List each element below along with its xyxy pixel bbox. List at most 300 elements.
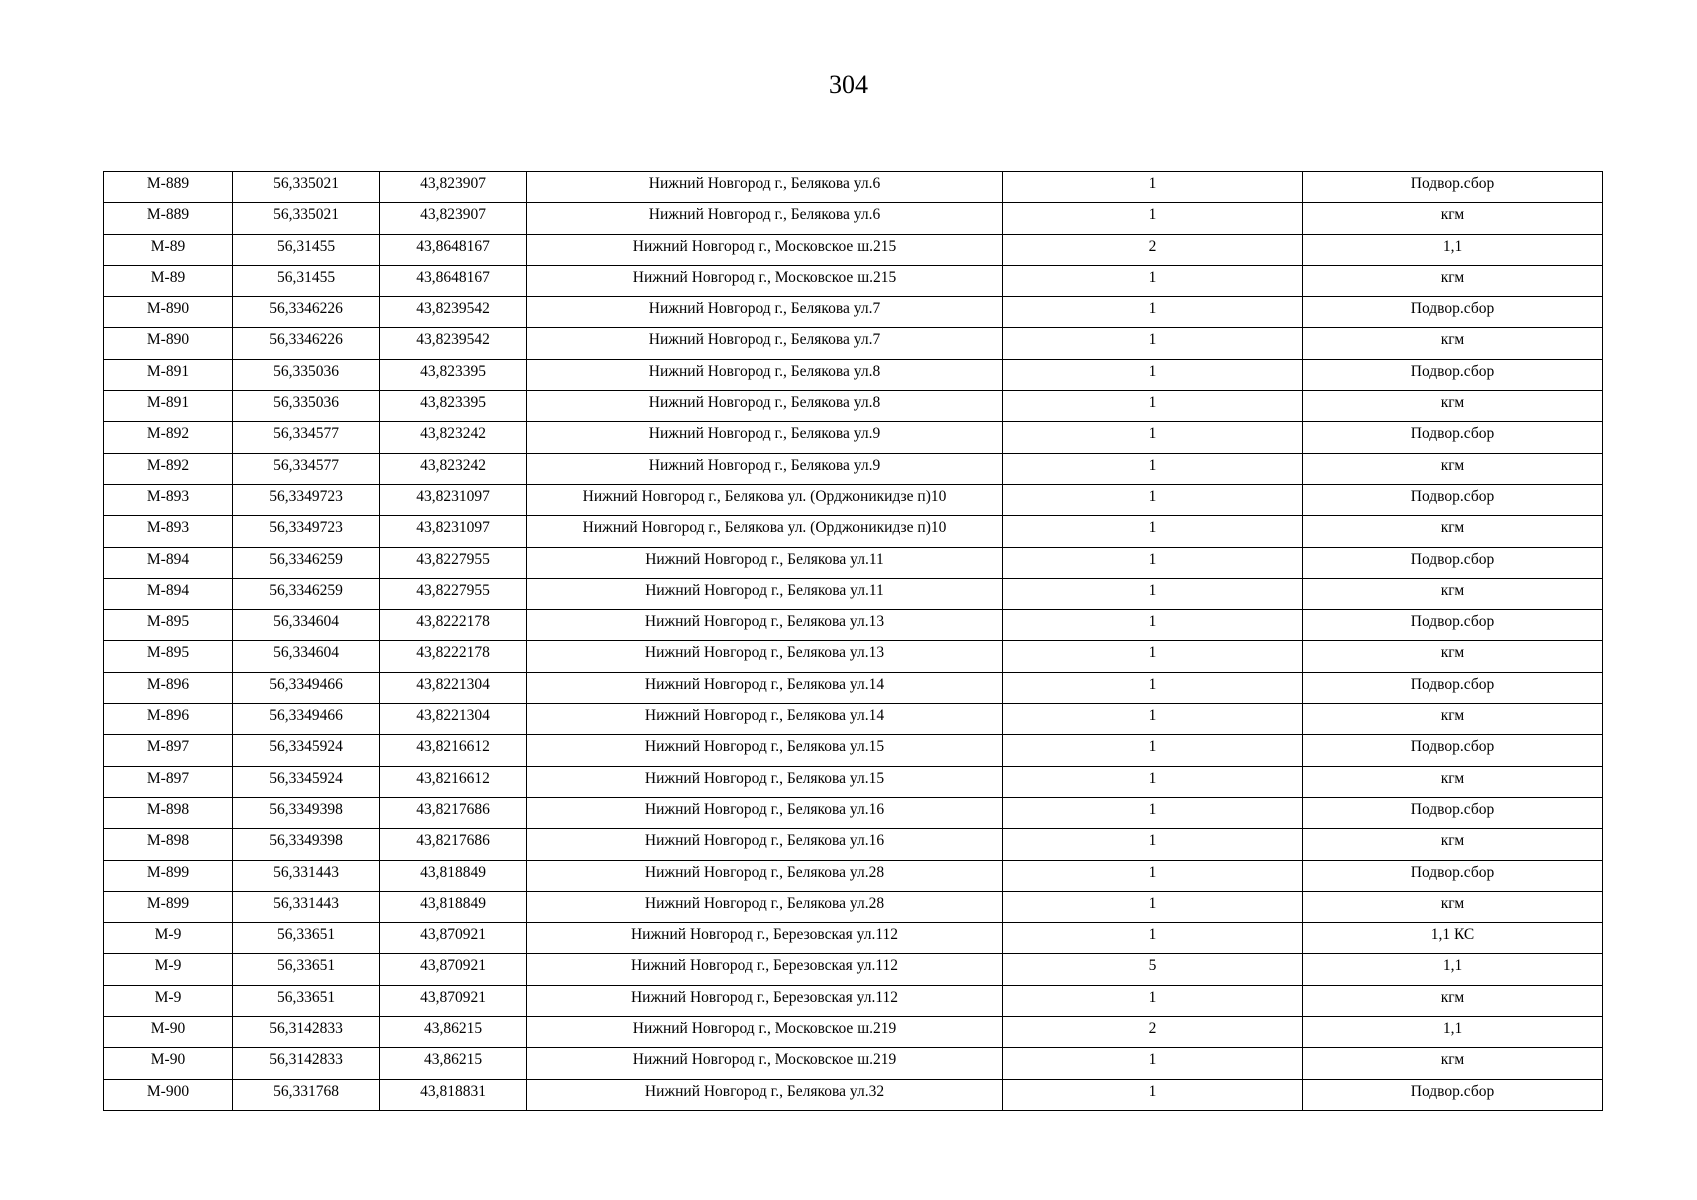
latitude-cell bbox=[233, 547, 380, 578]
container-id-value: М-894 bbox=[146, 550, 190, 568]
type-cell bbox=[1303, 328, 1603, 359]
type-value: Подвор.сбор bbox=[1410, 800, 1495, 818]
longitude-value: 43,8648167 bbox=[416, 237, 490, 255]
quantity-cell bbox=[1003, 547, 1303, 578]
container-id-value: М-898 bbox=[146, 800, 190, 818]
address-value: Нижний Новгород г., Белякова ул.6 bbox=[648, 206, 881, 224]
longitude-value: 43,8221304 bbox=[416, 707, 490, 725]
container-id-cell bbox=[104, 203, 233, 234]
quantity-value: 1 bbox=[1148, 675, 1157, 693]
quantity-cell bbox=[1003, 797, 1303, 828]
table-row bbox=[104, 297, 1603, 328]
latitude-cell bbox=[233, 265, 380, 296]
latitude-cell bbox=[233, 954, 380, 985]
type-cell bbox=[1303, 1017, 1603, 1048]
address-cell bbox=[527, 704, 1003, 735]
address-value: Нижний Новгород г., Белякова ул.16 bbox=[644, 800, 885, 818]
latitude-value: 56,334604 bbox=[273, 613, 339, 631]
latitude-value: 56,3142833 bbox=[269, 1020, 343, 1038]
container-id-value: М-893 bbox=[146, 487, 190, 505]
longitude-value: 43,823907 bbox=[420, 175, 486, 192]
type-cell bbox=[1303, 641, 1603, 672]
address-value: Нижний Новгород г., Березовская ул.112 bbox=[630, 926, 898, 944]
container-id-cell bbox=[104, 735, 233, 766]
longitude-cell bbox=[380, 829, 527, 860]
longitude-cell bbox=[380, 766, 527, 797]
type-value: кгм bbox=[1440, 206, 1465, 224]
quantity-value: 1 bbox=[1148, 425, 1157, 443]
longitude-value: 43,823907 bbox=[420, 206, 486, 224]
latitude-cell bbox=[233, 516, 380, 547]
latitude-value: 56,331443 bbox=[273, 863, 339, 881]
type-cell bbox=[1303, 172, 1603, 203]
longitude-value: 43,8227955 bbox=[416, 550, 490, 568]
container-id-value: М-9 bbox=[154, 926, 182, 944]
quantity-value: 1 bbox=[1148, 1051, 1157, 1069]
latitude-value: 56,3349466 bbox=[269, 707, 343, 725]
table-row bbox=[104, 891, 1603, 922]
latitude-value: 56,3345924 bbox=[269, 769, 343, 787]
longitude-cell bbox=[380, 641, 527, 672]
type-cell bbox=[1303, 704, 1603, 735]
longitude-cell bbox=[380, 1079, 527, 1110]
container-id-cell bbox=[104, 547, 233, 578]
latitude-value: 56,335036 bbox=[273, 394, 339, 412]
container-id-value: М-9 bbox=[154, 988, 182, 1006]
longitude-value: 43,8217686 bbox=[416, 800, 490, 818]
address-cell bbox=[527, 297, 1003, 328]
address-cell bbox=[527, 203, 1003, 234]
latitude-value: 56,31455 bbox=[276, 237, 336, 255]
latitude-cell bbox=[233, 234, 380, 265]
latitude-value: 56,3346259 bbox=[269, 550, 343, 568]
quantity-value: 1 bbox=[1148, 926, 1157, 944]
address-cell bbox=[527, 359, 1003, 390]
longitude-cell bbox=[380, 453, 527, 484]
latitude-value: 56,33651 bbox=[276, 926, 336, 944]
latitude-cell bbox=[233, 641, 380, 672]
container-id-cell bbox=[104, 797, 233, 828]
type-cell bbox=[1303, 610, 1603, 641]
quantity-value: 1 bbox=[1148, 206, 1157, 224]
longitude-value: 43,8231097 bbox=[416, 487, 490, 505]
latitude-value: 56,331768 bbox=[273, 1082, 339, 1100]
longitude-value: 43,8227955 bbox=[416, 581, 490, 599]
container-id-value: М-900 bbox=[146, 1082, 190, 1100]
type-value: Подвор.сбор bbox=[1410, 175, 1495, 192]
container-id-value: М-892 bbox=[146, 425, 190, 443]
container-id-cell bbox=[104, 484, 233, 515]
table-row bbox=[104, 172, 1603, 203]
container-id-value: М-889 bbox=[146, 175, 190, 192]
address-value: Нижний Новгород г., Московское ш.219 bbox=[632, 1020, 897, 1038]
longitude-value: 43,818831 bbox=[420, 1082, 486, 1100]
container-id-value: М-899 bbox=[146, 894, 190, 912]
table-row bbox=[104, 610, 1603, 641]
type-value: Подвор.сбор bbox=[1410, 738, 1495, 756]
container-id-value: М-893 bbox=[146, 519, 190, 537]
quantity-cell bbox=[1003, 391, 1303, 422]
quantity-value: 2 bbox=[1148, 237, 1157, 255]
longitude-cell bbox=[380, 172, 527, 203]
address-cell bbox=[527, 484, 1003, 515]
table-row bbox=[104, 1017, 1603, 1048]
longitude-value: 43,8216612 bbox=[416, 738, 490, 756]
quantity-value: 5 bbox=[1148, 957, 1157, 975]
type-cell bbox=[1303, 234, 1603, 265]
type-cell bbox=[1303, 516, 1603, 547]
container-id-cell bbox=[104, 234, 233, 265]
quantity-value: 1 bbox=[1148, 487, 1157, 505]
address-value: Нижний Новгород г., Белякова ул.13 bbox=[644, 644, 885, 662]
address-value: Нижний Новгород г., Белякова ул.9 bbox=[648, 456, 881, 474]
quantity-value: 1 bbox=[1148, 832, 1157, 850]
latitude-cell bbox=[233, 1048, 380, 1079]
type-cell bbox=[1303, 829, 1603, 860]
table-row bbox=[104, 453, 1603, 484]
quantity-cell bbox=[1003, 265, 1303, 296]
container-id-value: М-898 bbox=[146, 832, 190, 850]
address-cell bbox=[527, 954, 1003, 985]
container-id-value: М-895 bbox=[146, 613, 190, 631]
table-row bbox=[104, 516, 1603, 547]
longitude-value: 43,818849 bbox=[420, 894, 486, 912]
quantity-value: 1 bbox=[1148, 331, 1157, 349]
longitude-cell bbox=[380, 672, 527, 703]
data-table bbox=[103, 171, 1603, 1111]
container-id-cell bbox=[104, 860, 233, 891]
quantity-value: 1 bbox=[1148, 519, 1157, 537]
latitude-value: 56,3345924 bbox=[269, 738, 343, 756]
type-cell bbox=[1303, 923, 1603, 954]
address-value: Нижний Новгород г., Белякова ул.8 bbox=[648, 394, 881, 412]
type-cell bbox=[1303, 453, 1603, 484]
table-row bbox=[104, 1079, 1603, 1110]
address-cell bbox=[527, 328, 1003, 359]
quantity-value: 1 bbox=[1148, 707, 1157, 725]
quantity-cell bbox=[1003, 234, 1303, 265]
latitude-value: 56,3349398 bbox=[269, 832, 343, 850]
latitude-value: 56,3346226 bbox=[269, 300, 343, 318]
quantity-cell bbox=[1003, 359, 1303, 390]
quantity-value: 1 bbox=[1148, 394, 1157, 412]
table-row bbox=[104, 641, 1603, 672]
container-id-value: М-890 bbox=[146, 300, 190, 318]
address-value: Нижний Новгород г., Белякова ул.14 bbox=[644, 707, 885, 725]
longitude-cell bbox=[380, 797, 527, 828]
address-cell bbox=[527, 829, 1003, 860]
table-row bbox=[104, 391, 1603, 422]
address-value: Нижний Новгород г., Московское ш.215 bbox=[632, 268, 897, 286]
address-cell bbox=[527, 735, 1003, 766]
type-value: Подвор.сбор bbox=[1410, 863, 1495, 881]
longitude-cell bbox=[380, 891, 527, 922]
longitude-cell bbox=[380, 704, 527, 735]
quantity-cell bbox=[1003, 328, 1303, 359]
container-id-value: М-9 bbox=[154, 957, 182, 975]
longitude-cell bbox=[380, 391, 527, 422]
longitude-value: 43,823242 bbox=[420, 425, 486, 443]
container-id-cell bbox=[104, 297, 233, 328]
latitude-value: 56,3346259 bbox=[269, 581, 343, 599]
container-id-cell bbox=[104, 672, 233, 703]
address-cell bbox=[527, 797, 1003, 828]
address-value: Нижний Новгород г., Белякова ул.8 bbox=[648, 362, 881, 380]
address-cell bbox=[527, 641, 1003, 672]
longitude-value: 43,823395 bbox=[420, 362, 486, 380]
latitude-cell bbox=[233, 829, 380, 860]
longitude-value: 43,8231097 bbox=[416, 519, 490, 537]
container-id-cell bbox=[104, 516, 233, 547]
address-value: Нижний Новгород г., Белякова ул.32 bbox=[644, 1082, 885, 1100]
longitude-value: 43,8239542 bbox=[416, 300, 490, 318]
quantity-cell bbox=[1003, 172, 1303, 203]
quantity-value: 1 bbox=[1148, 268, 1157, 286]
longitude-cell bbox=[380, 203, 527, 234]
type-cell bbox=[1303, 1079, 1603, 1110]
type-value: Подвор.сбор bbox=[1410, 487, 1495, 505]
quantity-value: 1 bbox=[1148, 738, 1157, 756]
longitude-cell bbox=[380, 265, 527, 296]
container-id-cell bbox=[104, 359, 233, 390]
quantity-cell bbox=[1003, 1079, 1303, 1110]
quantity-value: 1 bbox=[1148, 300, 1157, 318]
table-row bbox=[104, 1048, 1603, 1079]
type-cell bbox=[1303, 422, 1603, 453]
type-value: 1,1 bbox=[1442, 1020, 1463, 1038]
container-id-cell bbox=[104, 1079, 233, 1110]
address-cell bbox=[527, 234, 1003, 265]
latitude-value: 56,31455 bbox=[276, 268, 336, 286]
address-cell bbox=[527, 516, 1003, 547]
longitude-value: 43,870921 bbox=[420, 957, 486, 975]
type-cell bbox=[1303, 672, 1603, 703]
container-id-value: М-89 bbox=[150, 268, 186, 286]
type-value: кгм bbox=[1440, 268, 1465, 286]
table-row bbox=[104, 359, 1603, 390]
container-id-value: М-90 bbox=[150, 1020, 186, 1038]
longitude-cell bbox=[380, 923, 527, 954]
quantity-cell bbox=[1003, 641, 1303, 672]
longitude-cell bbox=[380, 359, 527, 390]
address-value: Нижний Новгород г., Московское ш.215 bbox=[632, 237, 897, 255]
type-cell bbox=[1303, 547, 1603, 578]
quantity-cell bbox=[1003, 704, 1303, 735]
type-value: кгм bbox=[1440, 581, 1465, 599]
quantity-value: 2 bbox=[1148, 1020, 1157, 1038]
address-value: Нижний Новгород г., Березовская ул.112 bbox=[630, 988, 898, 1006]
address-value: Нижний Новгород г., Белякова ул.28 bbox=[644, 894, 885, 912]
latitude-cell bbox=[233, 484, 380, 515]
address-value: Нижний Новгород г., Белякова ул.13 bbox=[644, 613, 885, 631]
type-value: Подвор.сбор bbox=[1410, 362, 1495, 380]
longitude-value: 43,870921 bbox=[420, 988, 486, 1006]
container-id-cell bbox=[104, 923, 233, 954]
longitude-cell bbox=[380, 735, 527, 766]
table-row bbox=[104, 328, 1603, 359]
type-value: кгм bbox=[1440, 331, 1465, 349]
container-id-cell bbox=[104, 954, 233, 985]
type-value: Подвор.сбор bbox=[1410, 550, 1495, 568]
container-id-cell bbox=[104, 641, 233, 672]
quantity-value: 1 bbox=[1148, 362, 1157, 380]
quantity-value: 1 bbox=[1148, 894, 1157, 912]
address-cell bbox=[527, 578, 1003, 609]
longitude-cell bbox=[380, 422, 527, 453]
type-value: кгм bbox=[1440, 707, 1465, 725]
address-cell bbox=[527, 985, 1003, 1016]
latitude-cell bbox=[233, 735, 380, 766]
latitude-cell bbox=[233, 766, 380, 797]
container-id-cell bbox=[104, 985, 233, 1016]
longitude-cell bbox=[380, 547, 527, 578]
latitude-cell bbox=[233, 359, 380, 390]
container-id-cell bbox=[104, 829, 233, 860]
container-id-cell bbox=[104, 328, 233, 359]
latitude-cell bbox=[233, 923, 380, 954]
address-value: Нижний Новгород г., Белякова ул.9 bbox=[648, 425, 881, 443]
address-cell bbox=[527, 1079, 1003, 1110]
latitude-value: 56,3349398 bbox=[269, 800, 343, 818]
latitude-cell bbox=[233, 1079, 380, 1110]
table-row bbox=[104, 484, 1603, 515]
type-value: кгм bbox=[1440, 769, 1465, 787]
table-body bbox=[104, 172, 1603, 1111]
container-id-cell bbox=[104, 422, 233, 453]
address-cell bbox=[527, 610, 1003, 641]
latitude-value: 56,334604 bbox=[273, 644, 339, 662]
longitude-cell bbox=[380, 1048, 527, 1079]
longitude-value: 43,86215 bbox=[423, 1020, 483, 1038]
quantity-cell bbox=[1003, 829, 1303, 860]
latitude-value: 56,3349723 bbox=[269, 519, 343, 537]
type-value: Подвор.сбор bbox=[1410, 300, 1495, 318]
container-id-cell bbox=[104, 766, 233, 797]
type-cell bbox=[1303, 860, 1603, 891]
table-row bbox=[104, 923, 1603, 954]
latitude-value: 56,3349723 bbox=[269, 487, 343, 505]
type-cell bbox=[1303, 891, 1603, 922]
longitude-cell bbox=[380, 610, 527, 641]
container-id-value: М-895 bbox=[146, 644, 190, 662]
table-row bbox=[104, 797, 1603, 828]
address-value: Нижний Новгород г., Белякова ул.28 bbox=[644, 863, 885, 881]
type-cell bbox=[1303, 484, 1603, 515]
address-value: Нижний Новгород г., Белякова ул.14 bbox=[644, 675, 885, 693]
latitude-value: 56,3346226 bbox=[269, 331, 343, 349]
address-value: Нижний Новгород г., Белякова ул. (Орджоникидзе п)10 bbox=[582, 487, 947, 505]
container-id-cell bbox=[104, 578, 233, 609]
container-id-value: М-897 bbox=[146, 769, 190, 787]
address-value: Нижний Новгород г., Белякова ул.6 bbox=[648, 175, 881, 192]
latitude-value: 56,33651 bbox=[276, 988, 336, 1006]
container-id-cell bbox=[104, 172, 233, 203]
container-id-value: М-894 bbox=[146, 581, 190, 599]
longitude-value: 43,8239542 bbox=[416, 331, 490, 349]
table-row bbox=[104, 954, 1603, 985]
type-cell bbox=[1303, 766, 1603, 797]
address-value: Нижний Новгород г., Березовская ул.112 bbox=[630, 957, 898, 975]
table-row bbox=[104, 578, 1603, 609]
table-row bbox=[104, 234, 1603, 265]
container-id-cell bbox=[104, 1017, 233, 1048]
type-cell bbox=[1303, 265, 1603, 296]
type-cell bbox=[1303, 954, 1603, 985]
latitude-value: 56,3349466 bbox=[269, 675, 343, 693]
latitude-cell bbox=[233, 391, 380, 422]
type-value: кгм bbox=[1440, 644, 1465, 662]
quantity-cell bbox=[1003, 1048, 1303, 1079]
table-row bbox=[104, 735, 1603, 766]
container-id-cell bbox=[104, 265, 233, 296]
quantity-cell bbox=[1003, 1017, 1303, 1048]
address-cell bbox=[527, 391, 1003, 422]
quantity-cell bbox=[1003, 672, 1303, 703]
quantity-value: 1 bbox=[1148, 456, 1157, 474]
type-value: кгм bbox=[1440, 832, 1465, 850]
longitude-value: 43,8216612 bbox=[416, 769, 490, 787]
type-cell bbox=[1303, 578, 1603, 609]
quantity-cell bbox=[1003, 484, 1303, 515]
type-value: кгм bbox=[1440, 519, 1465, 537]
container-id-value: М-889 bbox=[146, 206, 190, 224]
longitude-cell bbox=[380, 860, 527, 891]
longitude-cell bbox=[380, 234, 527, 265]
quantity-cell bbox=[1003, 610, 1303, 641]
type-value: Подвор.сбор bbox=[1410, 1082, 1495, 1100]
type-value: кгм bbox=[1440, 988, 1465, 1006]
longitude-cell bbox=[380, 985, 527, 1016]
latitude-value: 56,33651 bbox=[276, 957, 336, 975]
longitude-value: 43,818849 bbox=[420, 863, 486, 881]
address-cell bbox=[527, 923, 1003, 954]
quantity-value: 1 bbox=[1148, 1082, 1157, 1100]
table-row bbox=[104, 860, 1603, 891]
longitude-value: 43,870921 bbox=[420, 926, 486, 944]
latitude-cell bbox=[233, 1017, 380, 1048]
address-cell bbox=[527, 1017, 1003, 1048]
container-id-cell bbox=[104, 704, 233, 735]
latitude-cell bbox=[233, 172, 380, 203]
quantity-cell bbox=[1003, 516, 1303, 547]
latitude-cell bbox=[233, 985, 380, 1016]
table-row bbox=[104, 265, 1603, 296]
longitude-cell bbox=[380, 1017, 527, 1048]
quantity-value: 1 bbox=[1148, 863, 1157, 881]
longitude-value: 43,8217686 bbox=[416, 832, 490, 850]
longitude-value: 43,823242 bbox=[420, 456, 486, 474]
container-id-value: М-891 bbox=[146, 394, 190, 412]
type-value: Подвор.сбор bbox=[1410, 613, 1495, 631]
address-cell bbox=[527, 453, 1003, 484]
address-value: Нижний Новгород г., Белякова ул.11 bbox=[645, 550, 884, 568]
table-row bbox=[104, 203, 1603, 234]
type-cell bbox=[1303, 1048, 1603, 1079]
type-value: кгм bbox=[1440, 1051, 1465, 1069]
quantity-cell bbox=[1003, 923, 1303, 954]
latitude-value: 56,3142833 bbox=[269, 1051, 343, 1069]
type-value: Подвор.сбор bbox=[1410, 675, 1495, 693]
type-value: кгм bbox=[1440, 894, 1465, 912]
table-row bbox=[104, 829, 1603, 860]
latitude-value: 56,335036 bbox=[273, 362, 339, 380]
container-id-cell bbox=[104, 453, 233, 484]
quantity-value: 1 bbox=[1148, 175, 1157, 192]
quantity-cell bbox=[1003, 453, 1303, 484]
container-id-value: М-896 bbox=[146, 707, 190, 725]
container-id-value: М-896 bbox=[146, 675, 190, 693]
longitude-cell bbox=[380, 516, 527, 547]
